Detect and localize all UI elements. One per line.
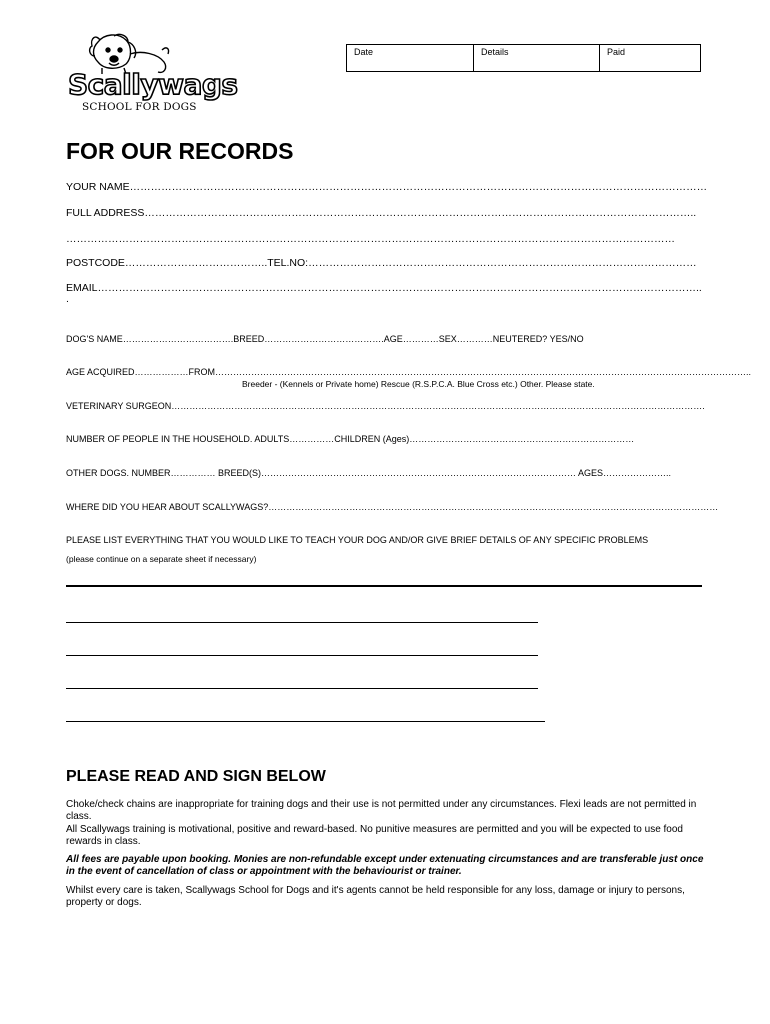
email-field[interactable]: EMAIL……………………………………………………………………………………………………………………………………………………….. [66, 282, 702, 294]
write-line-2[interactable] [66, 655, 538, 656]
policy-training: All Scallywags training is motivational, positive and reward-based. No punitive measures are permitted and you will be expected to use food rewards in class. [66, 824, 683, 847]
teach-prompt: PLEASE LIST EVERYTHING THAT YOU WOULD LIKE TO TEACH YOUR DOG AND/OR GIVE BRIEF DETAILS OF ANY SPECIFIC PROBLEMS [66, 535, 649, 545]
postcode-tel-field[interactable]: POSTCODE…………………………………..TEL.NO:………………………………………………………………………………………………… [66, 257, 697, 269]
email-continuation: . [66, 293, 69, 305]
section-divider [66, 585, 702, 587]
policy-fees: All fees are payable upon booking. Monies are non-refundable except under extenuating circumstances and are transferable just once in the event of cancellation of class or appointment with the behaviourist or trainer. [66, 854, 704, 877]
brand-wordmark: Scallywags [68, 68, 238, 101]
age-acquired-line[interactable]: AGE ACQUIRED………………FROM…………………………………………………………………………………………………………………………………………………………….. [66, 367, 752, 377]
write-line-4[interactable] [66, 721, 545, 722]
write-line-3[interactable] [66, 688, 538, 689]
page-title: FOR OUR RECORDS [66, 138, 294, 164]
vet-line[interactable]: VETERINARY SURGEON……………………………………………………………………………………………………………………………………………………………. [66, 401, 705, 411]
sign-heading: PLEASE READ AND SIGN BELOW [66, 768, 326, 785]
office-use-box [346, 44, 701, 72]
full-address-field[interactable]: FULL ADDRESS………………………………………………………………………………………………………………………………………….. [66, 207, 697, 219]
other-dogs-line[interactable]: OTHER DOGS. NUMBER…………… BREED(S)…………………………………………………………………………………………… AGES………………….. [66, 468, 672, 478]
your-name-field[interactable]: YOUR NAME………………………………………………………………………………………………………………………………………………… [66, 181, 708, 193]
policy-liability: Whilst every care is taken, Scallywags School for Dogs and it's agents cannot be held responsible for any loss, damage or injury to persons, property or dogs. [66, 885, 685, 908]
dog-name-line[interactable]: DOG'S NAME……………………………….BREED………………………………….AGE…………SEX…………NEUTERED? YES/NO [66, 334, 584, 344]
paid-cell: Paid [607, 47, 626, 57]
logo-subtitle: SCHOOL FOR DOGS [82, 101, 197, 113]
policy-chains: Choke/check chains are inappropriate for training dogs and their use is not permitted under any circumstances. Flexi leads are not permitted in class. [66, 799, 697, 822]
teach-hint: (please continue on a separate sheet if necessary) [66, 554, 257, 564]
write-line-1[interactable] [66, 622, 538, 623]
acquired-hint: Breeder - (Kennels or Private home) Rescue (R.S.P.C.A. Blue Cross etc.) Other. Please state. [242, 379, 595, 389]
date-cell: Date [347, 45, 474, 71]
hear-about-line[interactable]: WHERE DID YOU HEAR ABOUT SCALLYWAGS?…………………………………………………………………………………………………………………………………… [66, 502, 719, 512]
address-line2-field[interactable]: ………………………………………………………………………………………………………………………………………………………… [66, 233, 675, 245]
details-cell: Details [474, 45, 600, 71]
household-line[interactable]: NUMBER OF PEOPLE IN THE HOUSEHOLD. ADULTS……………CHILDREN (Ages)………………………………………………………………… [66, 434, 635, 444]
